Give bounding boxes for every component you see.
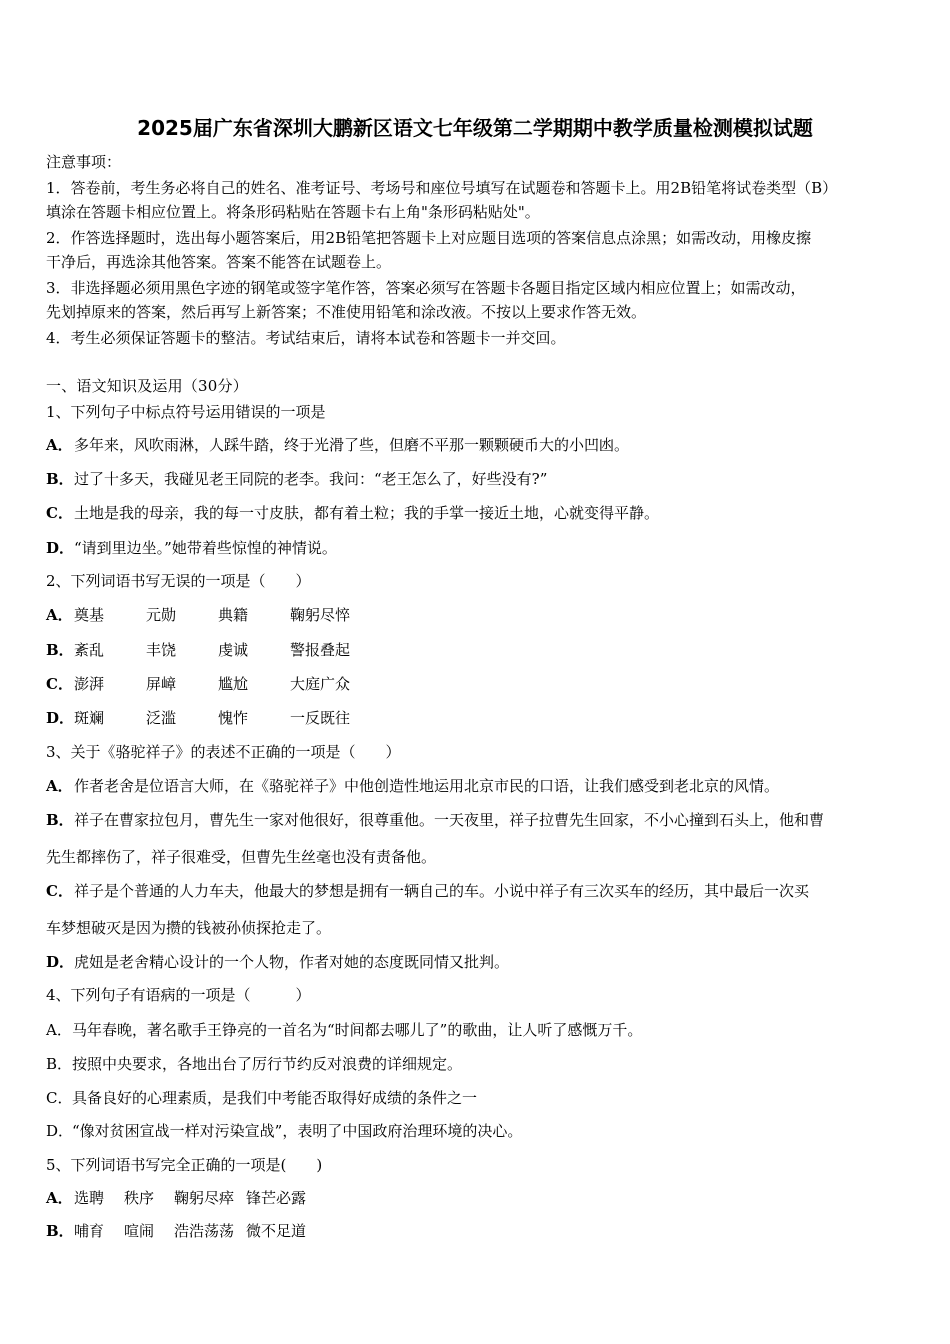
section-heading: 一、语文知识及运用（30分） <box>46 377 248 395</box>
option-label: D． <box>46 709 75 727</box>
word: 典籍 <box>218 606 249 624</box>
question-stem: 4、下列句子有语病的一项是（ ） <box>46 986 311 1004</box>
word: 丰饶 <box>146 641 177 659</box>
option-a <box>46 1188 916 1208</box>
option-label: A． <box>46 606 73 624</box>
option-text: 具备良好的心理素质，是我们中考能否取得好成绩的条件之一 <box>72 1089 478 1107</box>
question-stem: 2、下列词语书写无误的一项是（ ） <box>46 572 311 590</box>
word: 奠基 <box>74 606 105 624</box>
option-label: D． <box>46 953 75 971</box>
word: 鞠躬尽悴 <box>290 606 351 624</box>
notice-heading: 注意事项： <box>46 153 122 171</box>
option-label: B． <box>46 1222 74 1240</box>
option-a <box>46 435 916 455</box>
option-a <box>46 1020 916 1040</box>
option-c <box>46 674 916 694</box>
word: 一反既往 <box>290 709 351 727</box>
word: 斑斓 <box>74 709 105 727</box>
option-d <box>46 538 916 558</box>
word: 大庭广众 <box>290 675 351 693</box>
question-stem: 3、关于《骆驼祥子》的表述不正确的一项是（ ） <box>46 743 401 761</box>
option-text: 马年春晚，著名歌手王铮亮的一首名为“时间都去哪儿了”的歌曲，让人听了感慨万千。 <box>72 1021 643 1039</box>
option-a <box>46 776 916 796</box>
word: 哺育 <box>74 1222 105 1240</box>
option-text: 多年来，风吹雨淋，人踩牛踏，终于光滑了些，但磨不平那一颗颗硬币大的小凹凼。 <box>74 436 630 454</box>
notice-line: 干净后，再选涂其他答案。答案不能答在试题卷上。 <box>46 253 392 271</box>
option-label: B． <box>46 1055 73 1073</box>
word: 锋芒必露 <box>246 1189 307 1207</box>
word: 澎湃 <box>74 675 105 693</box>
option-b <box>46 810 916 830</box>
option-label: D． <box>46 1122 74 1140</box>
word: 愧怍 <box>218 709 249 727</box>
option-b <box>46 640 916 660</box>
option-label: B． <box>46 811 74 829</box>
question-stem: 1、下列句子中标点符号运用错误的一项是 <box>46 403 326 421</box>
option-b <box>46 1221 916 1241</box>
word: 微不足道 <box>246 1222 307 1240</box>
notice-line: 2．作答选择题时，选出每小题答案后，用2B铅笔把答题卡上对应题目选项的答案信息点涂黑；如需改动，用橡皮擦 <box>46 229 812 247</box>
word: 选聘 <box>74 1189 105 1207</box>
word: 喧闹 <box>124 1222 155 1240</box>
option-c-continued: 车梦想破灭是因为攒的钱被孙侦探抢走了。 <box>46 919 332 937</box>
option-text: 按照中央要求，各地出台了厉行节约反对浪费的详细规定。 <box>72 1055 463 1073</box>
word: 浩浩荡荡 <box>174 1222 235 1240</box>
option-b <box>46 469 916 489</box>
option-label: C． <box>46 504 73 522</box>
option-label: C． <box>46 1089 73 1107</box>
option-label: A． <box>46 1189 73 1207</box>
option-text: “请到里边坐。”她带着些惊惶的神情说。 <box>74 539 337 557</box>
option-text: “像对贫困宣战一样对污染宣战”，表明了中国政府治理环境的决心。 <box>72 1122 523 1140</box>
option-b-continued: 先生都摔伤了，祥子很难受，但曹先生丝毫也没有责备他。 <box>46 848 437 866</box>
word: 尴尬 <box>218 675 249 693</box>
option-b <box>46 1054 916 1074</box>
option-d <box>46 708 916 728</box>
option-text: 土地是我的母亲，我的每一寸皮肤，都有着土粒；我的手掌一接近土地，心就变得平静。 <box>74 504 660 522</box>
option-label: C． <box>46 675 73 693</box>
word: 紊乱 <box>74 641 105 659</box>
notice-line: 填涂在答题卡相应位置上。将条形码粘贴在答题卡右上角"条形码粘贴处"。 <box>46 203 540 221</box>
option-text: 祥子是个普通的人力车夫，他最大的梦想是拥有一辆自己的车。小说中祥子有三次买车的经历，其中最后一次买 <box>74 882 810 900</box>
option-label: B． <box>46 641 74 659</box>
option-label: A． <box>46 777 73 795</box>
option-label: A． <box>46 436 73 454</box>
option-text: 虎妞是老舍精心设计的一个人物，作者对她的态度既同情又批判。 <box>74 953 510 971</box>
option-text: 过了十多天，我碰见老王同院的老李。我问：“老王怎么了，好些没有?” <box>74 470 548 488</box>
word: 屏嶂 <box>146 675 177 693</box>
notice-line: 4．考生必须保证答题卡的整洁。考试结束后，请将本试卷和答题卡一并交回。 <box>46 329 566 347</box>
word: 虔诚 <box>218 641 249 659</box>
option-a <box>46 605 916 625</box>
option-d <box>46 1121 916 1141</box>
option-text: 祥子在曹家拉包月，曹先生一家对他很好，很尊重他。一天夜里，祥子拉曹先生回家，不小心撞到石头上，他和曹 <box>74 811 825 829</box>
option-label: D． <box>46 539 75 557</box>
page-title: 2025届广东省深圳大鹏新区语文七年级第二学期期中教学质量检测模拟试题 <box>137 116 813 140</box>
question-stem: 5、下列词语书写完全正确的一项是( ) <box>46 1156 323 1174</box>
option-label: B． <box>46 470 74 488</box>
word: 警报叠起 <box>290 641 351 659</box>
option-c <box>46 503 916 523</box>
option-label: C． <box>46 882 73 900</box>
notice-line: 先划掉原来的答案，然后再写上新答案；不准使用铅笔和涂改液。不按以上要求作答无效。 <box>46 303 647 321</box>
word: 鞠躬尽瘁 <box>174 1189 235 1207</box>
option-label: A． <box>46 1021 72 1039</box>
option-c <box>46 881 916 901</box>
option-d <box>46 952 916 972</box>
word: 秩序 <box>124 1189 155 1207</box>
option-text: 作者老舍是位语言大师，在《骆驼祥子》中他创造性地运用北京市民的口语，让我们感受到老北京的风情。 <box>74 777 780 795</box>
option-c <box>46 1088 916 1108</box>
notice-line: 1．答卷前，考生务必将自己的姓名、准考证号、考场号和座位号填写在试题卷和答题卡上。用2B铅笔将试卷类型（B） <box>46 179 838 197</box>
word: 元勋 <box>146 606 177 624</box>
notice-line: 3．非选择题必须用黑色字迹的钢笔或签字笔作答，答案必须写在答题卡各题目指定区域内相应位置上；如需改动， <box>46 279 806 297</box>
word: 泛滥 <box>146 709 177 727</box>
